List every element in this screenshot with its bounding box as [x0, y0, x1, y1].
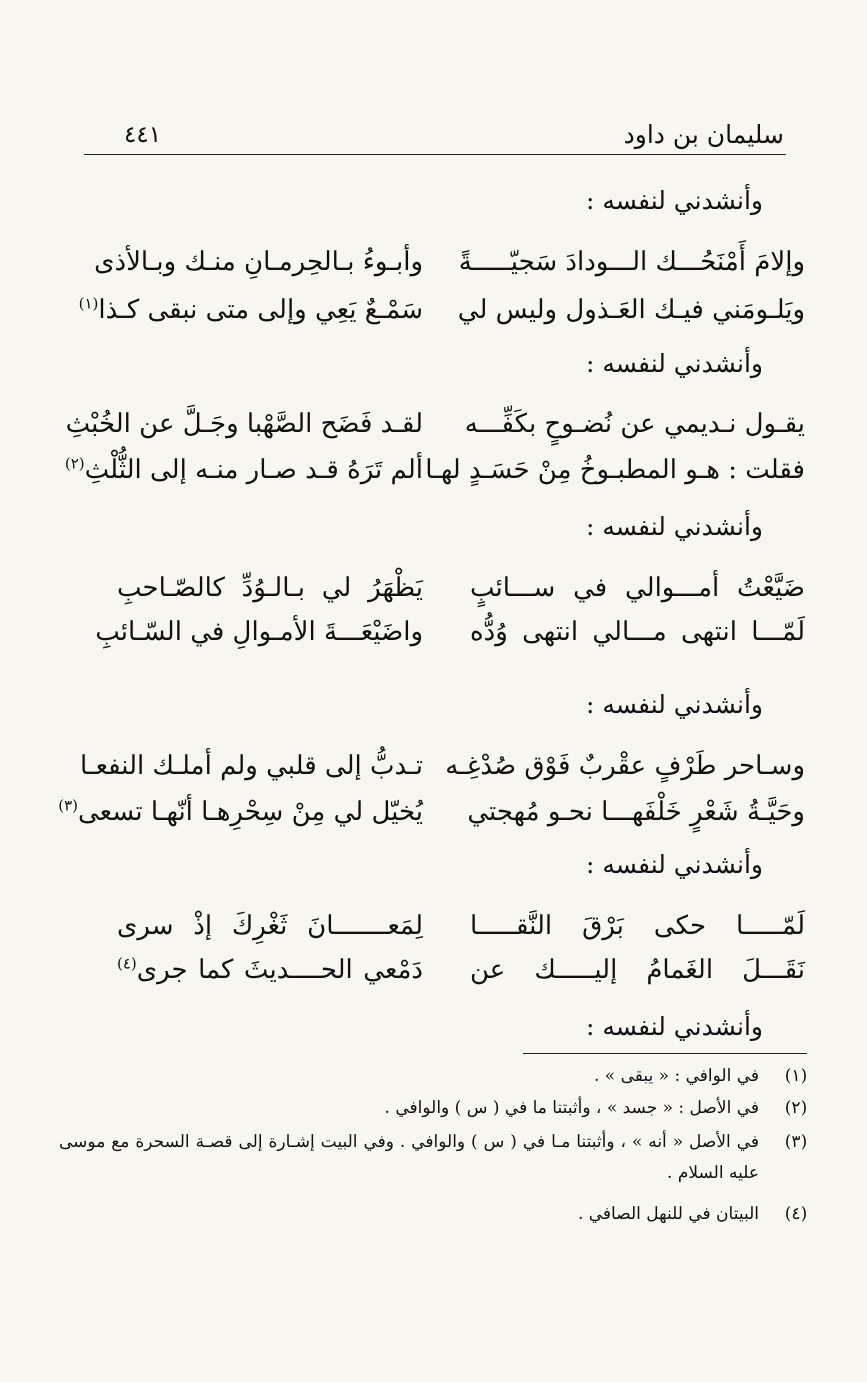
verse-first-hemistich: وإلامَ أَمْنَحُـــك الـــودادَ سَجيّـــــةً	[458, 247, 805, 277]
footnote	[0, 1093, 867, 1124]
footnote-ref: (٤)	[117, 954, 137, 973]
verse-first-hemistich: ويَلـومَني فيـك العَـذول وليس لي	[457, 295, 805, 325]
intro-label: وأنشدني لنفسه :	[585, 1012, 763, 1041]
footnote-text: في الوافي : « يبقى » .	[594, 1066, 759, 1086]
verse-second-hemistich	[58, 790, 423, 834]
footnote-divider	[523, 1053, 807, 1054]
verse-second-hemistich: وأبـوءُ بـالحِرمـانِ منـك وبـالأذى	[94, 247, 423, 277]
verse-second-hemistich: لِمَعـــــــانَ ثَغْرِكَ إذْ سرى	[117, 911, 423, 941]
verse-first-hemistich: يقـول نـديمي عن نُضـوحٍ بكَفِّـــه	[464, 409, 805, 439]
verse-first-hemistich: لَمّـــا انتهى مـــالي انتهى وُدُّه	[470, 617, 805, 647]
footnote	[0, 1127, 867, 1191]
verse-second-hemistich: واضَيْعَـــةَ الأمـوالِ في السّـائبِ	[95, 617, 423, 647]
verse-second-hemistich	[117, 948, 423, 992]
verse-first-hemistich: ضَيَّعْتُ أمـــوالي في ســـائبٍ	[470, 573, 805, 603]
verse-first-hemistich: نَقَـــلَ الغَمامُ إليـــــك عن	[470, 955, 805, 985]
footnote-text: في الأصل : « جسد » ، وأثبتنا ما في ( س ) والوافي .	[384, 1098, 759, 1118]
page-number: ٤٤١	[124, 122, 162, 148]
running-title: سليمان بن داود	[623, 120, 784, 149]
verse-second-hemistich: لقـد فَضَح الصَّهْبا وجَـلَّ عن الخُبْثِ	[65, 409, 423, 439]
verse-first-hemistich: وحَيَّـةُ شَعْرٍ خَلْفَهـــا نحـو مُهجتي	[467, 797, 805, 827]
verse-text: سَمْـعٌ يَعِي وإلى متى نبقى كـذا	[98, 295, 423, 325]
verse-text: يُخيّل لي مِنْ سِحْرِهـا أنّهـا تسعى	[78, 797, 423, 827]
intro-label: وأنشدني لنفسه :	[585, 349, 763, 378]
footnote-text: البيتان في للنهل الصافي .	[577, 1204, 759, 1224]
verse-text: ألم تَرَهُ قـد صـار منـه إلى الثُّلْثِ	[84, 455, 423, 485]
verse-second-hemistich	[78, 288, 423, 332]
footnote	[0, 1061, 867, 1092]
verse-first-hemistich: فقلت : هـو المطبـوخُ مِنْ حَسَـدٍ لهـا	[425, 455, 805, 485]
verse-first-hemistich: لَمّـــــا حكى بَرْقَ النَّقـــــا	[470, 911, 805, 941]
intro-label: وأنشدني لنفسه :	[585, 512, 763, 541]
footnote-number: (٤)	[784, 1204, 808, 1224]
verse-first-hemistich: وسـاحر طَرْفٍ عقْربٌ فَوْق صُدْغِـه	[445, 751, 805, 781]
page-header	[84, 118, 786, 155]
intro-label: وأنشدني لنفسه :	[585, 850, 763, 879]
footnote	[0, 1199, 867, 1230]
verse-second-hemistich: تـدبُّ إلى قلبي ولم أملـك النفعـا	[80, 751, 423, 781]
intro-label: وأنشدني لنفسه :	[585, 186, 763, 215]
footnote-text: في الأصل « أنه » ، وأثبتنا مـا في ( س ) والوافي . وفي البيت إشـارة إلى قصـة السحرة مع موسى عليه السلام .	[59, 1132, 759, 1183]
footnote-number: (٣)	[784, 1132, 808, 1152]
footnote-number: (٢)	[784, 1098, 808, 1118]
intro-label: وأنشدني لنفسه :	[585, 690, 763, 719]
footnote-ref: (١)	[78, 294, 99, 313]
footnote-number: (١)	[784, 1066, 808, 1086]
verse-second-hemistich	[64, 448, 423, 492]
verse-text: دَمْعي الحــــديثَ كما جرى	[136, 955, 423, 985]
footnote-ref: (٣)	[58, 796, 79, 815]
verse-second-hemistich: يَظْهَرُ لي بـالـوُدِّ كالصّـاحبِ	[117, 573, 423, 603]
footnote-ref: (٢)	[64, 454, 85, 473]
